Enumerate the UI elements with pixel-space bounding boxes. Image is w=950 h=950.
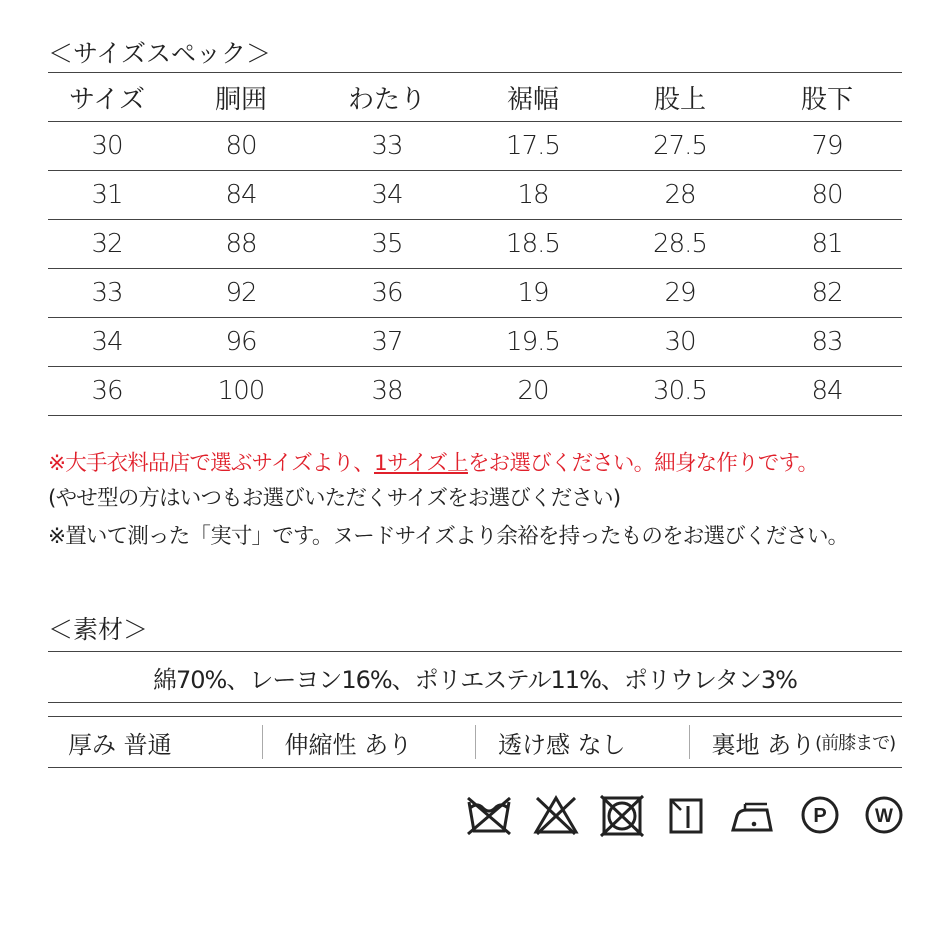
- care-symbols: [465, 794, 905, 840]
- table-cell: 79: [752, 122, 902, 171]
- table-cell: 30: [608, 318, 752, 367]
- table-cell: 81: [752, 220, 902, 269]
- table-cell: 33: [316, 122, 458, 171]
- fabric-properties: [48, 716, 902, 768]
- measurement-note: ※置いて測った「実寸」です。ヌードサイズより余裕を持ったものをお選びください。: [48, 524, 849, 549]
- sheer-property: 透け感 なし: [475, 725, 689, 759]
- column-header: 股下: [752, 73, 902, 122]
- table-cell: 84: [752, 367, 902, 416]
- table-cell: 19: [458, 269, 608, 318]
- table-cell: 19.5: [458, 318, 608, 367]
- column-header: 股上: [608, 73, 752, 122]
- sizing-advice-text-end: をお選びください。細身な作りです。: [467, 451, 819, 476]
- material-composition: 綿70%、レーヨン16%、ポリエステル11%、ポリウレタン3%: [48, 651, 902, 703]
- size-spec-table: [48, 72, 902, 416]
- tumble-dry-prohibited-icon: [599, 794, 645, 838]
- table-cell: 80: [166, 122, 316, 171]
- bleach-prohibited-icon: [533, 794, 579, 836]
- lining-property: [689, 725, 903, 759]
- lining-note: (前膝まで): [815, 733, 896, 754]
- table-cell: 33: [48, 269, 166, 318]
- table-cell: 80: [752, 171, 902, 220]
- table-cell: 28.5: [608, 220, 752, 269]
- table-cell: 18: [458, 171, 608, 220]
- sizing-advice-emphasis: 1サイズ上: [374, 451, 468, 476]
- hand-wash-prohibited-icon: [465, 794, 513, 836]
- table-cell: 30.5: [608, 367, 752, 416]
- table-cell: 29: [608, 269, 752, 318]
- column-header: 胴囲: [166, 73, 316, 122]
- dry-clean-letter: P: [813, 805, 827, 827]
- table-header-row: [48, 73, 902, 122]
- table-cell: 30: [48, 122, 166, 171]
- thickness-property: 厚み 普通: [68, 730, 172, 759]
- table-cell: 32: [48, 220, 166, 269]
- table-cell: 27.5: [608, 122, 752, 171]
- sizing-advice-note: [48, 446, 818, 477]
- table-cell: 84: [166, 171, 316, 220]
- stretch-property: 伸縮性 あり: [262, 725, 476, 759]
- table-cell: 31: [48, 171, 166, 220]
- table-cell: 100: [166, 367, 316, 416]
- table-cell: 18.5: [458, 220, 608, 269]
- table-cell: 96: [166, 318, 316, 367]
- column-header: 裾幅: [458, 73, 608, 122]
- table-cell: 36: [316, 269, 458, 318]
- iron-low-icon: [729, 794, 777, 836]
- table-cell: 92: [166, 269, 316, 318]
- material-heading: ＜素材＞: [48, 615, 149, 644]
- column-header: わたり: [316, 73, 458, 122]
- table-row: [48, 220, 902, 269]
- column-header: サイズ: [48, 73, 166, 122]
- table-cell: 34: [316, 171, 458, 220]
- table-row: [48, 269, 902, 318]
- table-cell: 37: [316, 318, 458, 367]
- table-cell: 20: [458, 367, 608, 416]
- table-row: [48, 171, 902, 220]
- table-cell: 88: [166, 220, 316, 269]
- table-cell: 36: [48, 367, 166, 416]
- dry-clean-p-icon: [799, 794, 841, 836]
- wet-clean-letter: W: [875, 806, 893, 827]
- table-cell: 35: [316, 220, 458, 269]
- table-cell: 38: [316, 367, 458, 416]
- table-row: [48, 122, 902, 171]
- table-row: [48, 367, 902, 416]
- table-cell: 34: [48, 318, 166, 367]
- sizing-advice-text: ※大手衣料品店で選ぶサイズより、: [48, 451, 374, 476]
- table-cell: 82: [752, 269, 902, 318]
- table-row: [48, 318, 902, 367]
- lining-label: 裏地 あり: [711, 730, 816, 759]
- table-cell: 28: [608, 171, 752, 220]
- wet-clean-w-icon: [863, 794, 905, 836]
- table-cell: 83: [752, 318, 902, 367]
- line-dry-shade-icon: [667, 794, 707, 836]
- table-cell: 17.5: [458, 122, 608, 171]
- size-spec-heading: ＜サイズスペック＞: [48, 39, 272, 68]
- slim-fit-note: (やせ型の方はいつもお選びいただくサイズをお選びください): [48, 486, 621, 511]
